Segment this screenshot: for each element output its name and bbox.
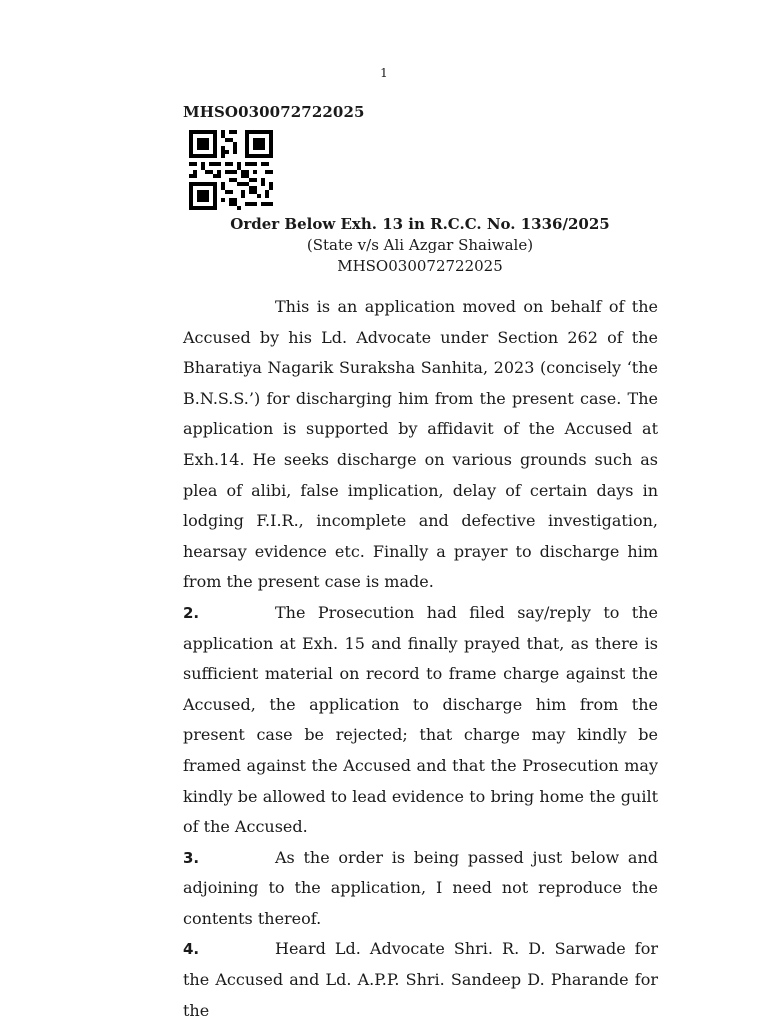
paragraph-4 — [183, 934, 658, 1026]
order-heading — [0, 214, 768, 277]
case-code: MHSO030072722025 — [183, 103, 365, 121]
case-parties: (State v/s Ali Azgar Shaiwale) — [306, 236, 534, 254]
paragraph-text: As the order is being passed just below and adjoining to the application, I need not reproduce the contents thereof. — [183, 847, 658, 928]
paragraph-text: Heard Ld. Advocate Shri. R. D. Sarwade for the Accused and Ld. A.P.P. Shri. Sandeep D. Pharande for the — [183, 939, 658, 1020]
paragraph-2 — [183, 598, 658, 843]
order-title: Order Below Exh. 13 in R.C.C. No. 1336/2025 — [230, 215, 610, 233]
qr-code-icon — [189, 130, 273, 210]
paragraph-number: 3. — [183, 848, 200, 867]
paragraph-3 — [183, 843, 658, 935]
paragraph-text: The Prosecution had filed say/reply to the application at Exh. 15 and finally prayed that, as there is sufficient material on record to frame charge against the Accused, the application to discharge him from the present case be rejected; that charge may kindly be framed against the Accused and that the Prosecution may kindly be allowed to lead evidence to bring home the guilt of the Accused. — [183, 602, 658, 837]
page-number: 1 — [380, 66, 388, 80]
heading-case-code: MHSO030072722025 — [337, 257, 503, 275]
paragraph-text: This is an application moved on behalf of the Accused by his Ld. Advocate under Section 262 of the Bharatiya Nagarik Suraksha Sanhita, 2023 (concisely ‘the B.N.S.S.’) for discharging him from the present case. The application is supported by affidavit of the Accused at Exh.14. He seeks discharge on various grounds such as plea of alibi, false implication, delay of certain days in lodging F.I.R., incomplete and defective investigation, hearsay evidence etc. Finally a prayer to discharge him from the present case is made. — [183, 297, 658, 592]
order-body — [183, 292, 658, 1026]
paragraph-1 — [183, 292, 658, 598]
paragraph-number: 2. — [183, 603, 200, 622]
paragraph-number: 4. — [183, 940, 200, 959]
